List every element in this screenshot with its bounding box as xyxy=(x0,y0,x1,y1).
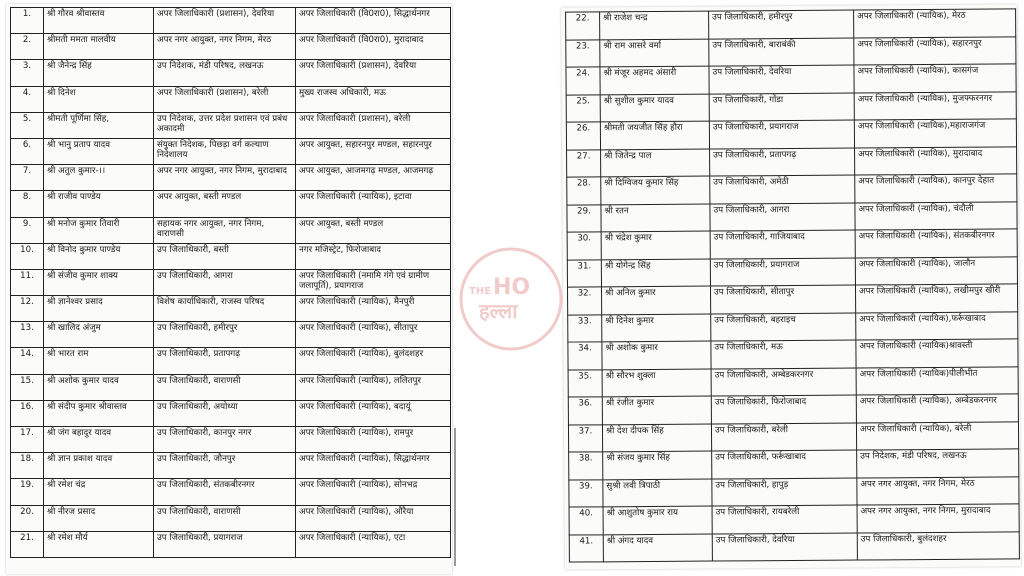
serial-number-cell: 23. xyxy=(566,39,600,67)
current-post-cell: उप जिलाधिकारी, जौनपुर xyxy=(154,453,296,479)
table-row xyxy=(11,348,451,374)
document-page-right xyxy=(561,4,1021,569)
table-row xyxy=(568,366,1018,397)
current-post-cell: सहायक नगर आयुक्त, नगर निगम, वाराणसी xyxy=(154,217,296,243)
current-post-cell: अपर नगर आयुक्त, नगर निगम, मेरठ xyxy=(154,34,296,60)
current-post-cell: संयुक्त निदेशक, पिछड़ा वर्ग कल्याण निदेशालय xyxy=(154,138,296,164)
officer-name-cell: श्री सौरभ शुक्ला xyxy=(602,369,711,397)
officer-name-cell: श्री अशोक कुमार xyxy=(602,341,711,369)
current-post-cell: उप निदेशक, मंडी परिषद, लखनऊ xyxy=(154,60,296,86)
officer-name-cell: श्री मंजूर अहमद अंसारी xyxy=(600,66,709,94)
serial-number-cell: 25. xyxy=(566,94,600,122)
officer-name-cell: श्री रमेश चंद्र xyxy=(44,479,154,505)
current-post-cell: उप जिलाधिकारी, अयोध्या xyxy=(154,400,296,426)
officer-name-cell: श्री राजीव पाण्डेय xyxy=(44,191,154,217)
new-post-cell: मुख्य राजस्व अधिकारी, मऊ xyxy=(296,86,451,112)
serial-number-cell: 14. xyxy=(11,348,44,374)
new-post-cell: अपर जिलाधिकारी (न्यायिक), मेरठ xyxy=(854,9,1016,38)
new-post-cell: अपर जिलाधिकारी (न्यायिक), सहारनपुर xyxy=(854,36,1016,65)
table-row xyxy=(569,476,1019,507)
new-post-cell: अपर जिलाधिकारी (न्यायिक), मुजफ्फरनगर xyxy=(854,91,1016,120)
new-post-cell: अपर जिलाधिकारी (न्यायिक), इटावा xyxy=(296,191,451,217)
table-row xyxy=(11,322,451,348)
current-post-cell: अपर जिलाधिकारी (प्रशासन), बरेली xyxy=(154,86,296,112)
table-row xyxy=(11,217,451,243)
current-post-cell: उप जिलाधिकारी, वाराणसी xyxy=(154,505,296,531)
officer-name-cell: श्री संजीव कुमार शाक्य xyxy=(44,269,154,295)
officer-name-cell: श्री भारत राम xyxy=(44,348,154,374)
serial-number-cell: 35. xyxy=(568,369,602,397)
table-row xyxy=(568,339,1018,370)
table-row xyxy=(11,8,451,34)
new-post-cell: अपर जिलाधिकारी (न्यायिक), संतकबीरनगर xyxy=(855,229,1017,258)
serial-number-cell: 36. xyxy=(568,397,602,425)
officer-name-cell: सुश्री लवी त्रिपाठी xyxy=(603,479,712,507)
table-row xyxy=(11,60,451,86)
new-post-cell: अपर जिलाधिकारी (न्यायिक), मैनपुरी xyxy=(296,296,451,322)
serial-number-cell: 30. xyxy=(567,232,601,260)
new-post-cell: अपर जिलाधिकारी (प्रशासन), बरेली xyxy=(296,112,451,138)
table-row xyxy=(566,91,1016,122)
new-post-cell: अपर जिलाधिकारी (न्यायिक),महाराजगंज xyxy=(854,119,1016,148)
current-post-cell: उप जिलाधिकारी, बस्ती xyxy=(154,243,296,269)
serial-number-cell: 40. xyxy=(569,507,603,535)
officer-name-cell: श्री अशोक कुमार यादव xyxy=(44,374,154,400)
serial-number-cell: 32. xyxy=(567,287,601,315)
current-post-cell: उप जिलाधिकारी, संतकबीरनगर xyxy=(154,479,296,505)
serial-number-cell: 17. xyxy=(11,427,44,453)
new-post-cell: अपर जिलाधिकारी (न्यायिक)श्रावस्ती xyxy=(856,339,1018,368)
current-post-cell: अपर नगर आयुक्त, नगर निगम, मुरादाबाद xyxy=(154,165,296,191)
table-row xyxy=(568,394,1018,425)
officer-name-cell: श्री भानु प्रताप यादव xyxy=(44,138,154,164)
current-post-cell: उप जिलाधिकारी, प्रतापगढ़ xyxy=(710,148,855,177)
table-row xyxy=(567,229,1017,260)
current-post-cell: विशेष कार्याधिकारी, राजस्व परिषद xyxy=(154,296,296,322)
new-post-cell: अपर जिलाधिकारी (न्यायिक), बदायूं xyxy=(296,400,451,426)
officer-name-cell: श्री योगेन्द्र सिंह xyxy=(601,259,710,287)
table-row xyxy=(11,165,451,191)
serial-number-cell: 15. xyxy=(11,374,44,400)
officer-name-cell: श्री रतन xyxy=(601,204,710,232)
new-post-cell: अपर जिलाधिकारी (न्यायिक),फर्रूखाबाद xyxy=(856,311,1018,340)
new-post-cell: अपर आयुक्त, सहारनपुर मण्डल, सहारनपुर xyxy=(296,138,451,164)
table-row xyxy=(11,427,451,453)
new-post-cell: उप जिलाधिकारी, बुलंदशहर xyxy=(857,531,1019,560)
new-post-cell: अपर जिलाधिकारी (न्यायिक), एटा xyxy=(296,531,451,557)
serial-number-cell: 18. xyxy=(11,453,44,479)
table-row xyxy=(11,191,451,217)
new-post-cell: अपर नगर आयुक्त, नगर निगम, मेरठ xyxy=(857,476,1019,505)
officer-name-cell: श्री दिग्विजय कुमार सिंह xyxy=(601,176,710,204)
officer-name-cell: श्री सुशील कुमार यादव xyxy=(600,94,709,122)
new-post-cell: अपर जिलाधिकारी (न्यायिक), कानपुर देहात xyxy=(855,174,1017,203)
new-post-cell: अपर जिलाधिकारी (प्रशासन), देवरिया xyxy=(296,60,451,86)
new-post-cell: अपर जिलाधिकारी (न्यायिक), जालौन xyxy=(855,256,1017,285)
officer-name-cell: श्री मनोज कुमार तिवारी xyxy=(44,217,154,243)
serial-number-cell: 24. xyxy=(566,67,600,95)
officer-name-cell: श्री विनोद कुमार पाण्डेय xyxy=(44,243,154,269)
serial-number-cell: 5. xyxy=(11,112,44,138)
current-post-cell: अपर आयुक्त, बस्ती मण्डल xyxy=(154,191,296,217)
new-post-cell: अपर जिलाधिकारी (न्यायिक)पीलीभीत xyxy=(856,366,1018,395)
officer-name-cell: श्री राम आसरे वर्मा xyxy=(600,39,709,67)
current-post-cell: उप जिलाधिकारी, प्रतापगढ़ xyxy=(154,348,296,374)
current-post-cell: उप जिलाधिकारी, देवरिया xyxy=(712,533,857,562)
document-page-left xyxy=(6,4,452,574)
current-post-cell: उप जिलाधिकारी, फिरोजाबाद xyxy=(711,395,856,424)
new-post-cell: अपर जिलाधिकारी (वि0रा0), सिद्धार्थनगर xyxy=(296,8,451,34)
current-post-cell: उप जिलाधिकारी, देवरिया xyxy=(709,65,854,94)
current-post-cell: उप जिलाधिकारी, सीतापुर xyxy=(710,285,855,314)
officer-name-cell: श्री दिनेश xyxy=(44,86,154,112)
current-post-cell: उप जिलाधिकारी, अमेठी xyxy=(710,175,855,204)
current-post-cell: उप जिलाधिकारी, गोंडा xyxy=(709,93,854,122)
new-post-cell: अपर जिलाधिकारी (न्यायिक), बुलंदशहर xyxy=(296,348,451,374)
officer-name-cell: श्री अनिल कुमार xyxy=(601,286,710,314)
table-row xyxy=(569,531,1019,562)
officer-name-cell: श्री चंद्रेश कुमार xyxy=(601,231,710,259)
current-post-cell: उप जिलाधिकारी, हमीरपुर xyxy=(709,10,854,39)
table-row xyxy=(567,284,1017,315)
officer-name-cell: श्री देश दीपक सिंह xyxy=(602,424,711,452)
page-divider xyxy=(454,428,456,566)
serial-number-cell: 7. xyxy=(11,165,44,191)
new-post-cell: अपर जिलाधिकारी (न्यायिक), लखीमपुर खीरी xyxy=(855,284,1017,313)
serial-number-cell: 41. xyxy=(569,534,603,562)
new-post-cell: अपर जिलाधिकारी (न्यायिक), चंदौली xyxy=(855,201,1017,230)
current-post-cell: उप निदेशक, उत्तर प्रदेश प्रशासन एवं प्रबंध अकादमी xyxy=(154,112,296,138)
serial-number-cell: 21. xyxy=(11,531,44,557)
table-row xyxy=(567,256,1017,287)
current-post-cell: उप जिलाधिकारी, अम्बेडकरनगर xyxy=(711,368,856,397)
current-post-cell: उप जिलाधिकारी, प्रयागराज xyxy=(154,531,296,557)
serial-number-cell: 37. xyxy=(568,424,602,452)
table-row xyxy=(566,64,1016,95)
current-post-cell: उप जिलाधिकारी, कानपुर नगर xyxy=(154,427,296,453)
new-post-cell: अपर जिलाधिकारी (न्यायिक), अम्बेडकरनगर xyxy=(856,394,1018,423)
new-post-cell: अपर जिलाधिकारी (न्यायिक), मुरादाबाद xyxy=(855,146,1017,175)
current-post-cell: उप जिलाधिकारी, हापुड़ xyxy=(712,478,857,507)
current-post-cell: अपर जिलाधिकारी (प्रशासन), देवरिया xyxy=(154,8,296,34)
serial-number-cell: 22. xyxy=(566,12,600,40)
new-post-cell: अपर आयुक्त, आजमगढ़ मण्डल, आजमगढ़ xyxy=(296,165,451,191)
new-post-cell: नगर मजिस्ट्रेट, फिरोजाबाद xyxy=(296,243,451,269)
new-post-cell: अपर नगर आयुक्त, नगर निगम, मुरादाबाद xyxy=(857,504,1019,533)
table-row xyxy=(566,9,1016,40)
current-post-cell: उप जिलाधिकारी, प्रयागराज xyxy=(709,120,854,149)
new-post-cell: अपर जिलाधिकारी (न्यायिक), सीतापुर xyxy=(296,322,451,348)
table-row xyxy=(11,112,451,138)
current-post-cell: उप जिलाधिकारी, बहराइच xyxy=(711,313,856,342)
officer-name-cell: श्री संजय कुमार सिंह xyxy=(603,451,712,479)
officer-name-cell: श्री दिनेश कुमार xyxy=(602,314,711,342)
transfer-table-left xyxy=(10,7,451,558)
table-row xyxy=(568,421,1018,452)
current-post-cell: उप जिलाधिकारी, आगरा xyxy=(154,269,296,295)
transfer-table-right xyxy=(565,8,1020,562)
table-row xyxy=(11,400,451,426)
watermark-text-ho: HO xyxy=(493,275,531,300)
officer-name-cell: श्री आशुतोष कुमार राय xyxy=(603,506,712,534)
table-row xyxy=(567,146,1017,177)
serial-number-cell: 34. xyxy=(568,342,602,370)
serial-number-cell: 8. xyxy=(11,191,44,217)
watermark-text-the: THE xyxy=(469,286,492,297)
new-post-cell: अपर जिलाधिकारी (न्यायिक), औरैया xyxy=(296,505,451,531)
serial-number-cell: 31. xyxy=(567,259,601,287)
officer-name-cell: श्री राजेश चन्द्र xyxy=(600,11,709,39)
watermark-text-halla: हल्ला xyxy=(479,299,518,323)
table-row xyxy=(567,174,1017,205)
current-post-cell: उप जिलाधिकारी, हमीरपुर xyxy=(154,322,296,348)
officer-name-cell: श्री जितेन्द्र पाल xyxy=(601,149,710,177)
serial-number-cell: 10. xyxy=(11,243,44,269)
officer-name-cell: श्री जंग बहादुर यादव xyxy=(44,427,154,453)
table-row xyxy=(11,86,451,112)
serial-number-cell: 29. xyxy=(567,204,601,232)
serial-number-cell: 6. xyxy=(11,138,44,164)
new-post-cell: अपर जिलाधिकारी (वि0रा0), मुरादाबाद xyxy=(296,34,451,60)
serial-number-cell: 4. xyxy=(11,86,44,112)
serial-number-cell: 9. xyxy=(11,217,44,243)
serial-number-cell: 3. xyxy=(11,60,44,86)
officer-name-cell: श्रीमती पूर्णिमा सिंह, xyxy=(44,112,154,138)
serial-number-cell: 1. xyxy=(11,8,44,34)
new-post-cell: अपर जिलाधिकारी (न्यायिक), रामपुर xyxy=(296,427,451,453)
table-row xyxy=(566,36,1016,67)
new-post-cell: अपर आयुक्त, बस्ती मण्डल xyxy=(296,217,451,243)
new-post-cell: अपर जिलाधिकारी (न्यायिक), बरेली xyxy=(856,421,1018,450)
serial-number-cell: 20. xyxy=(11,505,44,531)
new-post-cell: अपर जिलाधिकारी (नमामि गंगे एवं ग्रामीण जलापूर्ति), प्रयागराज xyxy=(296,269,451,295)
serial-number-cell: 12. xyxy=(11,296,44,322)
table-row xyxy=(11,269,451,295)
table-row xyxy=(11,453,451,479)
table-row xyxy=(11,296,451,322)
officer-name-cell: श्री रंजीत कुमार xyxy=(602,396,711,424)
serial-number-cell: 38. xyxy=(569,452,603,480)
officer-name-cell: श्री जैनेन्द्र सिंह xyxy=(44,60,154,86)
officer-name-cell: श्रीमती जयजीत सिंह हौरा xyxy=(600,121,709,149)
table-row xyxy=(11,531,451,557)
officer-name-cell: श्रीमती ममता मालवीय xyxy=(44,34,154,60)
serial-number-cell: 19. xyxy=(11,479,44,505)
current-post-cell: उप जिलाधिकारी, फर्रूखाबाद xyxy=(712,450,857,479)
table-row xyxy=(11,243,451,269)
current-post-cell: उप जिलाधिकारी, वाराणसी xyxy=(154,374,296,400)
new-post-cell: अपर जिलाधिकारी (न्यायिक), ललितपुर xyxy=(296,374,451,400)
current-post-cell: उप जिलाधिकारी, बाराबंकी xyxy=(709,38,854,67)
table-row xyxy=(11,374,451,400)
table-row xyxy=(11,479,451,505)
table-row xyxy=(11,34,451,60)
table-row xyxy=(568,311,1018,342)
current-post-cell: उप जिलाधिकारी, गाजियाबाद xyxy=(710,230,855,259)
officer-name-cell: श्री खालिद अंजुम xyxy=(44,322,154,348)
table-row xyxy=(11,505,451,531)
officer-name-cell: श्री गौरव श्रीवास्तव xyxy=(44,8,154,34)
officer-name-cell: श्री अतुल कुमार-।। xyxy=(44,165,154,191)
serial-number-cell: 2. xyxy=(11,34,44,60)
officer-name-cell: श्री रमेश मौर्य xyxy=(44,531,154,557)
table-row xyxy=(11,138,451,164)
serial-number-cell: 16. xyxy=(11,400,44,426)
new-post-cell: अपर जिलाधिकारी (न्यायिक), कासगंज xyxy=(854,64,1016,93)
serial-number-cell: 11. xyxy=(11,269,44,295)
new-post-cell: अपर जिलाधिकारी (न्यायिक), सोनभद्र xyxy=(296,479,451,505)
officer-name-cell: श्री संदीप कुमार श्रीवास्तव xyxy=(44,400,154,426)
current-post-cell: उप जिलाधिकारी, बरेली xyxy=(711,423,856,452)
officer-name-cell: श्री नीरज प्रसाद xyxy=(44,505,154,531)
officer-name-cell: श्री ज्ञानेश्वर प्रसाद xyxy=(44,296,154,322)
current-post-cell: उप जिलाधिकारी, मऊ xyxy=(711,340,856,369)
table-row xyxy=(569,504,1019,535)
serial-number-cell: 27. xyxy=(567,149,601,177)
current-post-cell: उप जिलाधिकारी, रायबरेली xyxy=(712,505,857,534)
watermark-logo xyxy=(457,244,565,354)
officer-name-cell: श्री अंगद यादव xyxy=(603,534,712,562)
new-post-cell: अपर जिलाधिकारी (न्यायिक), सिद्धार्थनगर xyxy=(296,453,451,479)
serial-number-cell: 39. xyxy=(569,479,603,507)
serial-number-cell: 33. xyxy=(568,314,602,342)
serial-number-cell: 13. xyxy=(11,322,44,348)
current-post-cell: उप जिलाधिकारी, प्रयागराज xyxy=(710,258,855,287)
officer-name-cell: श्री ज्ञान प्रकाश यादव xyxy=(44,453,154,479)
serial-number-cell: 26. xyxy=(566,122,600,150)
table-row xyxy=(567,201,1017,232)
serial-number-cell: 28. xyxy=(567,177,601,205)
table-row xyxy=(569,449,1019,480)
table-row xyxy=(566,119,1016,150)
current-post-cell: उप जिलाधिकारी, आगरा xyxy=(710,203,855,232)
new-post-cell: उप निदेशक, मंडी परिषद, लखनऊ xyxy=(857,449,1019,478)
